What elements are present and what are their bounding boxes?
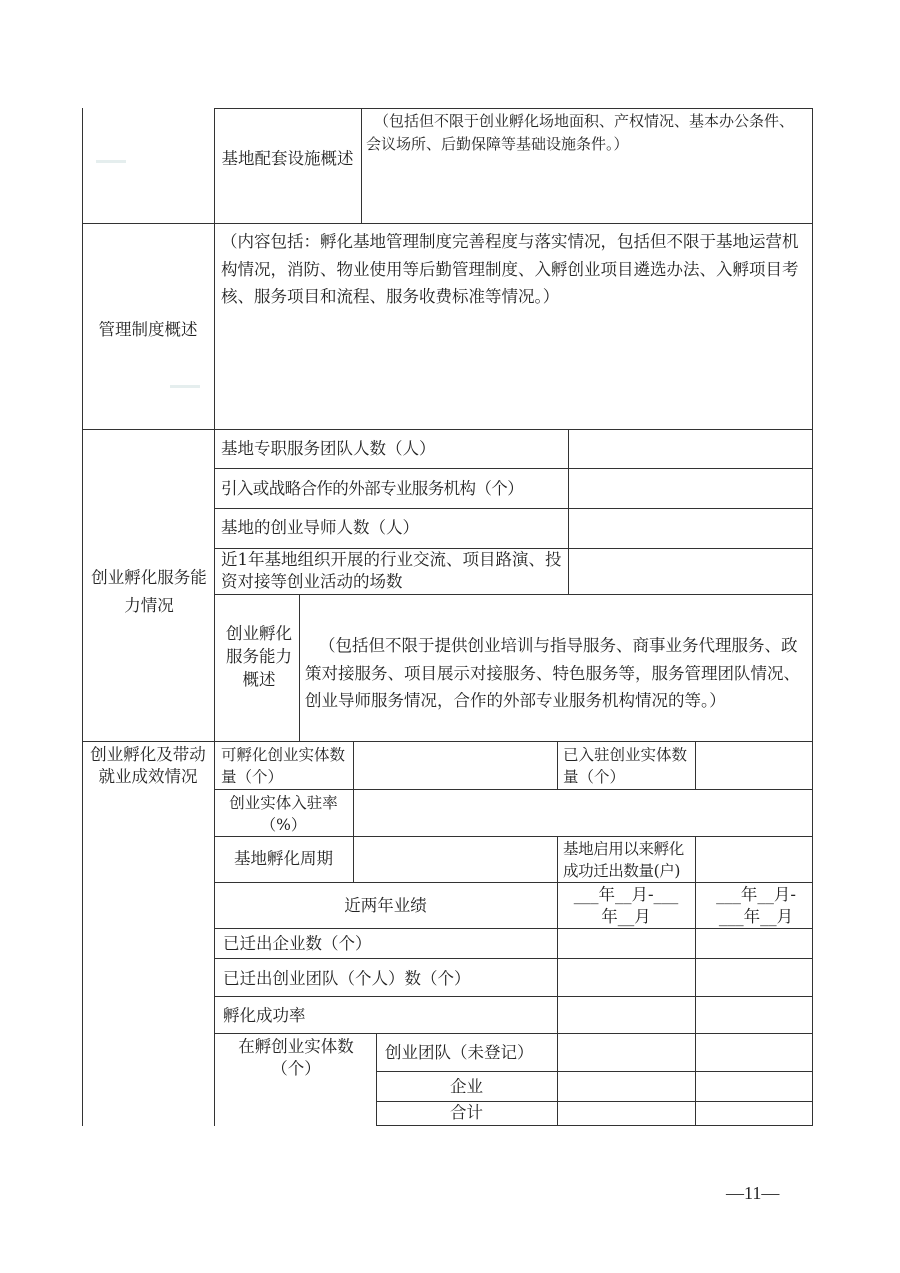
service-label: 创业孵化服务能力情况 [91, 568, 207, 615]
divider-s4-a [214, 741, 215, 1126]
rule-s4-10 [376, 1125, 813, 1126]
period-1: ___年__月-___年__月 [573, 885, 679, 926]
metric-row-2: 已迁出创业团队（个人）数（个） [223, 969, 471, 988]
incubatable-label: 可孵化创业实体数量（个） [221, 746, 346, 786]
management-label: 管理制度概述 [98, 320, 198, 339]
rule-s4-6 [214, 996, 813, 997]
settled-label: 已入驻创业实体数量（个） [563, 746, 688, 786]
divider-s3-b [568, 429, 569, 594]
rule-section-2 [82, 223, 813, 224]
rule-s4-8 [376, 1071, 813, 1072]
results-label: 创业孵化及带动就业成效情况 [90, 745, 206, 786]
service-row-4: 近1年基地组织开展的行业交流、项目路演、投资对接等创业活动的场数 [221, 550, 562, 591]
border-left [82, 108, 83, 1126]
page-number: —11— [726, 1183, 780, 1203]
scan-mark [96, 160, 126, 163]
divider-s4-d [557, 836, 558, 1126]
divider-s2 [214, 223, 215, 429]
divider-s4-f [695, 836, 696, 1126]
sub-row-3: 合计 [450, 1103, 483, 1122]
metric-row-3: 孵化成功率 [223, 1006, 306, 1025]
occupancy-label: 创业实体入驻率（%） [229, 794, 338, 834]
graduated-total-label: 基地启用以来孵化成功迁出数量(户) [563, 840, 684, 880]
rule-s4-7 [214, 1033, 813, 1034]
divider-s1-a [214, 108, 215, 223]
rule-s3-4 [214, 594, 813, 595]
divider-s1-b [361, 108, 362, 223]
sub-row-1: 创业团队（未登记） [385, 1043, 534, 1062]
rule-s4-5 [214, 958, 813, 959]
service-overview-note: （包括但不限于提供创业培训与指导服务、商事业务代理服务、政策对接服务、项目展示对接服务、特色服务等，服务管理团队情况、创业导师服务情况，合作的外部专业服务机构情况的等。） [305, 636, 800, 710]
in-incubation-label: 在孵创业实体数（个） [238, 1037, 354, 1078]
facilities-label: 基地配套设施概述 [221, 149, 354, 168]
border-right [812, 108, 813, 1126]
rule-s4-1 [214, 789, 813, 790]
service-row-2: 引入或战略合作的外部专业服务机构（个） [221, 479, 524, 498]
divider-s3-c [299, 594, 300, 741]
rule-s4-2 [214, 836, 813, 837]
period-2: ___年__月-___年__月 [716, 885, 796, 926]
rule-section-3 [82, 429, 813, 430]
performance-label: 近两年业绩 [344, 896, 427, 915]
rule-section-4 [82, 741, 813, 742]
divider-s4-e [695, 741, 696, 789]
scan-mark [170, 385, 200, 388]
divider-s4-c [557, 741, 558, 789]
metric-row-1: 已迁出企业数（个） [223, 934, 372, 953]
divider-s3-a [214, 429, 215, 741]
management-note: （内容包括：孵化基地管理制度完善程度与落实情况，包括但不限于基地运营机构情况，消防、物业使用等后勤管理制度、入孵创业项目遴选办法、入孵项目考核、服务项目和流程、服务收费标准等情况。） [221, 232, 799, 306]
service-overview-label: 创业孵化服务能力概述 [226, 624, 292, 689]
facilities-note: （包括但不限于创业孵化场地面积、产权情况、基本办公条件、会议场所、后勤保障等基础设施条件。） [366, 112, 795, 153]
service-row-3: 基地的创业导师人数（人） [221, 518, 419, 537]
sub-row-2: 企业 [450, 1077, 483, 1096]
service-row-1: 基地专职服务团队人数（人） [221, 439, 436, 458]
rule-s4-4 [214, 928, 813, 929]
cycle-label: 基地孵化周期 [234, 849, 333, 868]
divider-s4-b [353, 741, 354, 882]
rule-s3-1 [214, 468, 813, 469]
rule-s3-2 [214, 508, 813, 509]
